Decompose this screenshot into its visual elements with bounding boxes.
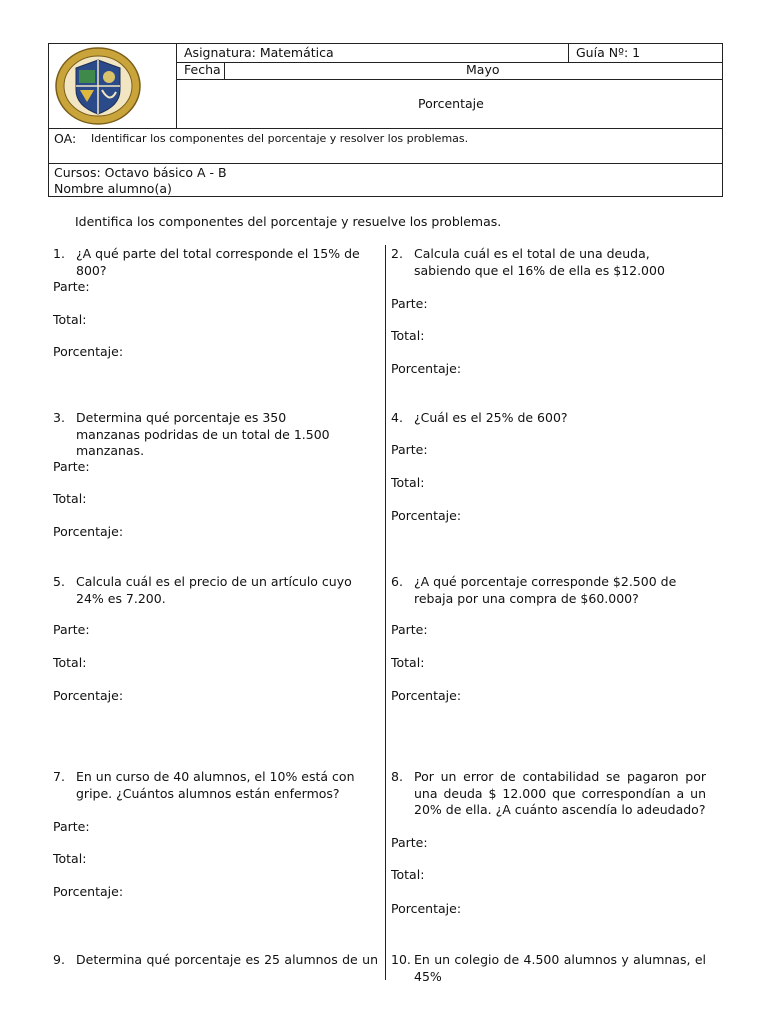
field-parte: Parte:	[53, 279, 90, 294]
question-1	[53, 246, 375, 279]
topic-title: Porcentaje	[418, 96, 484, 111]
question-number: 1.	[53, 246, 65, 261]
field-total: Total:	[53, 312, 87, 327]
question-number: 10.	[391, 952, 411, 967]
field-total: Total:	[53, 491, 87, 506]
field-parte: Parte:	[391, 442, 428, 457]
question-number: 6.	[391, 574, 403, 589]
question-2	[391, 246, 706, 279]
field-porcentaje: Porcentaje:	[53, 344, 124, 359]
field-parte: Parte:	[391, 622, 428, 637]
question-number: 8.	[391, 769, 403, 784]
oa-text: Identificar los componentes del porcentaje y resolver los problemas.	[91, 132, 469, 145]
field-porcentaje: Porcentaje:	[391, 508, 462, 523]
field-total: Total:	[391, 328, 425, 343]
question-text: Calcula cuál es el precio de un artículo cuyo 24% es 7.200.	[76, 574, 352, 606]
field-parte: Parte:	[53, 622, 90, 637]
field-porcentaje: Porcentaje:	[53, 688, 124, 703]
question-number: 5.	[53, 574, 65, 589]
question-text: Por un error de contabilidad se pagaron por una deuda $ 12.000 que correspondían a un 20% de ella. ¿A cuánto ascendía lo adeudado?	[414, 769, 706, 817]
header-table	[48, 43, 723, 197]
question-text: ¿A qué parte del total corresponde el 15% de 800?	[76, 246, 360, 278]
question-8	[391, 769, 706, 819]
field-porcentaje: Porcentaje:	[391, 901, 462, 916]
question-7	[53, 769, 375, 802]
question-number: 9.	[53, 952, 65, 967]
question-text: ¿Cuál es el 25% de 600?	[414, 410, 568, 425]
field-parte: Parte:	[53, 459, 90, 474]
question-text: ¿A qué porcentaje corresponde $2.500 de rebaja por una compra de $60.000?	[414, 574, 677, 606]
question-text: Determina qué porcentaje es 350 manzanas podridas de un total de 1.500 manzanas.	[76, 410, 330, 458]
question-number: 2.	[391, 246, 403, 261]
school-logo-cell	[49, 44, 177, 129]
field-total: Total:	[53, 851, 87, 866]
field-porcentaje: Porcentaje:	[391, 688, 462, 703]
subject-label: Asignatura: Matemática	[184, 45, 334, 60]
question-text: En un curso de 40 alumnos, el 10% está con gripe. ¿Cuántos alumnos están enfermos?	[76, 769, 355, 801]
field-total: Total:	[53, 655, 87, 670]
question-3	[53, 410, 343, 460]
field-porcentaje: Porcentaje:	[53, 884, 124, 899]
courses-label: Cursos: Octavo básico A - B	[54, 165, 227, 180]
field-parte: Parte:	[53, 819, 90, 834]
field-parte: Parte:	[391, 835, 428, 850]
field-parte: Parte:	[391, 296, 428, 311]
school-seal-logo	[54, 46, 142, 126]
question-4	[391, 410, 706, 427]
question-6	[391, 574, 703, 607]
question-number: 7.	[53, 769, 65, 784]
question-number: 3.	[53, 410, 65, 425]
field-porcentaje: Porcentaje:	[53, 524, 124, 539]
question-9	[53, 952, 378, 969]
field-total: Total:	[391, 475, 425, 490]
field-porcentaje: Porcentaje:	[391, 361, 462, 376]
date-label: Fecha	[184, 62, 221, 77]
question-text: Calcula cuál es el total de una deuda, sabiendo que el 16% de ella es $12.000	[414, 246, 665, 278]
instructions: Identifica los componentes del porcentaje y resuelve los problemas.	[75, 214, 502, 229]
oa-label: OA:	[54, 131, 77, 146]
column-divider	[385, 245, 386, 980]
question-text: En un colegio de 4.500 alumnos y alumnas, el 45%	[414, 952, 706, 984]
guide-number: Guía Nº: 1	[576, 45, 641, 60]
question-text: Determina qué porcentaje es 25 alumnos de un	[76, 952, 378, 967]
field-total: Total:	[391, 867, 425, 882]
date-value: Mayo	[466, 62, 500, 77]
question-10	[391, 952, 706, 985]
question-5	[53, 574, 373, 607]
student-name-label: Nombre alumno(a)	[54, 181, 172, 196]
question-number: 4.	[391, 410, 403, 425]
field-total: Total:	[391, 655, 425, 670]
